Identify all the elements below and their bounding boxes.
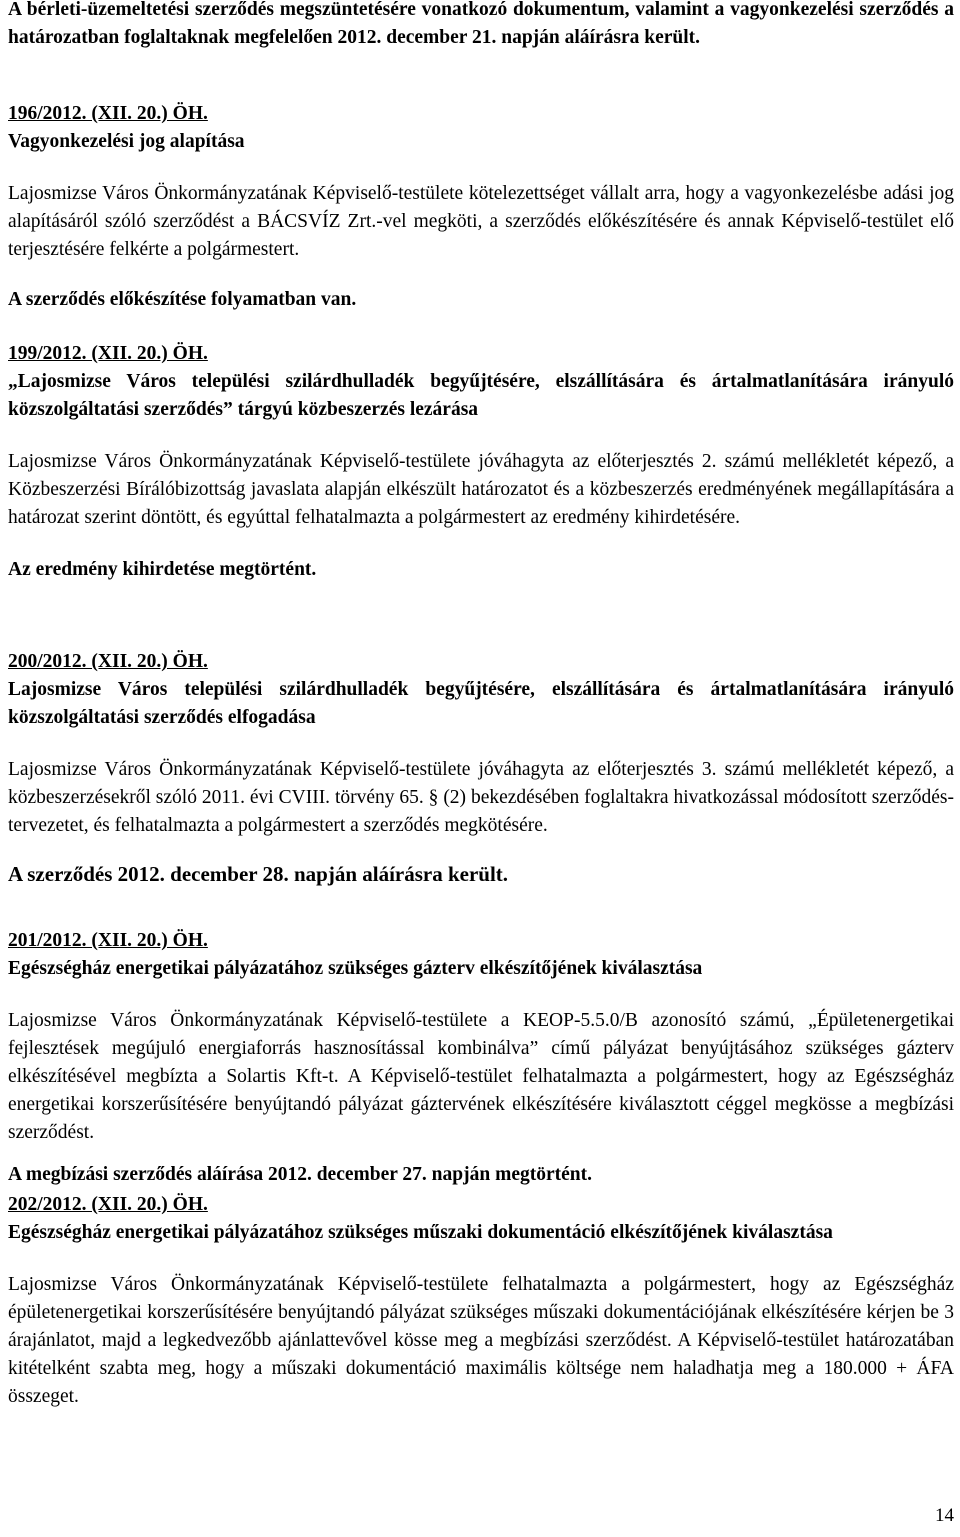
resolution-number: 201/2012. (XII. 20.) ÖH.	[8, 930, 208, 951]
resolution-body: Lajosmizse Város Önkormányzatának Képviselő-testülete a KEOP-5.5.0/B azonosító számú, „Épületenergetikai fejlesztések megújuló energiaforrás hasznosítással kombinálva” című pályázat benyújtásához szükséges gázterv elkészítésével megbízta a Solartis Kft-t. A Képviselő-testület felhatalmazta a polgármestert, hogy az Egészségház energetikai korszerűsítésére benyújtandó pályázat gáztervének elkészítésére kiválasztott céggel megkösse a megbízási szerződést.	[8, 1010, 954, 1143]
resolution-number: 200/2012. (XII. 20.) ÖH.	[8, 651, 208, 672]
resolution-202-section	[8, 1191, 954, 1411]
intro-section	[8, 0, 954, 52]
resolution-body: Lajosmizse Város Önkormányzatának Képviselő-testülete felhatalmazta a polgármestert, hogy az Egészségház épületenergetikai korszerűsítésére benyújtandó pályázat szükséges műszaki dokumentációjának elkészítésére kérjen be 3 árajánlatot, majd a legkedvezőbb ajánlattevővel kösse meg a megbízási szerződést. A Képviselő-testület határozatában kitételként szabta meg, hogy a műszaki dokumentáció maximális költsége nem haladhatja meg a 180.000 + ÁFA összeget.	[8, 1274, 954, 1407]
resolution-status: A szerződés előkészítése folyamatban van.	[8, 289, 357, 310]
resolution-title: „Lajosmizse Város települési szilárdhulladék begyűjtésére, elszállítására és ártalmatlanítására irányuló közszolgáltatási szerződés” tárgyú közbeszerzés lezárása	[8, 371, 954, 420]
resolution-196-section	[8, 100, 954, 314]
resolution-number: 202/2012. (XII. 20.) ÖH.	[8, 1194, 208, 1215]
resolution-number: 196/2012. (XII. 20.) ÖH.	[8, 103, 208, 124]
intro-paragraph: A bérleti-üzemeltetési szerződés megszüntetésére vonatkozó dokumentum, valamint a vagyonkezelési szerződés a határozatban foglaltaknak megfelelően 2012. december 21. napján aláírásra került.	[8, 0, 954, 48]
resolution-title: Lajosmizse Város települési szilárdhulladék begyűjtésére, elszállítására és ártalmatlanítására irányuló közszolgáltatási szerződés elfogadása	[8, 679, 954, 728]
resolution-body: Lajosmizse Város Önkormányzatának Képviselő-testülete kötelezettséget vállalt arra, hogy a vagyonkezelésbe adási jog alapításáról szóló szerződést a BÁCSVÍZ Zrt.-vel megköti, a szerződés előkészítésére és annak Képviselő-testület elő terjesztésére felkérte a polgármestert.	[8, 183, 954, 260]
resolution-201-section	[8, 927, 954, 1189]
resolution-status: A szerződés 2012. december 28. napján aláírásra került.	[8, 862, 509, 886]
resolution-status: Az eredmény kihirdetése megtörtént.	[8, 559, 317, 580]
resolution-title: Vagyonkezelési jog alapítása	[8, 131, 245, 152]
resolution-number: 199/2012. (XII. 20.) ÖH.	[8, 343, 208, 364]
resolution-200-section	[8, 648, 954, 888]
resolution-title: Egészségház energetikai pályázatához szükséges műszaki dokumentáció elkészítőjének kiválasztása	[8, 1222, 833, 1243]
resolution-199-section	[8, 340, 954, 584]
resolution-body: Lajosmizse Város Önkormányzatának Képviselő-testülete jóváhagyta az előterjesztés 2. számú mellékletét képező, a Közbeszerzési Bírálóbizottság javaslata alapján elkészült határozatot és a közbeszerzés eredményének megállapítására a határozat szerint döntött, és egyúttal felhatalmazta a polgármestert az eredmény kihirdetésére.	[8, 451, 954, 528]
resolution-title: Egészségház energetikai pályázatához szükséges gázterv elkészítőjének kiválasztása	[8, 958, 703, 979]
page-number: 14	[935, 1505, 954, 1526]
resolution-body: Lajosmizse Város Önkormányzatának Képviselő-testülete jóváhagyta az előterjesztés 3. számú mellékletét képező, a közbeszerzésekről szóló 2011. évi CVIII. törvény 65. § (2) bekezdésében foglaltakra hivatkozással módosított szerződés-tervezetet, és felhatalmazta a polgármestert a szerződés megkötésére.	[8, 759, 954, 836]
resolution-status: A megbízási szerződés aláírása 2012. december 27. napján megtörtént.	[8, 1164, 593, 1185]
